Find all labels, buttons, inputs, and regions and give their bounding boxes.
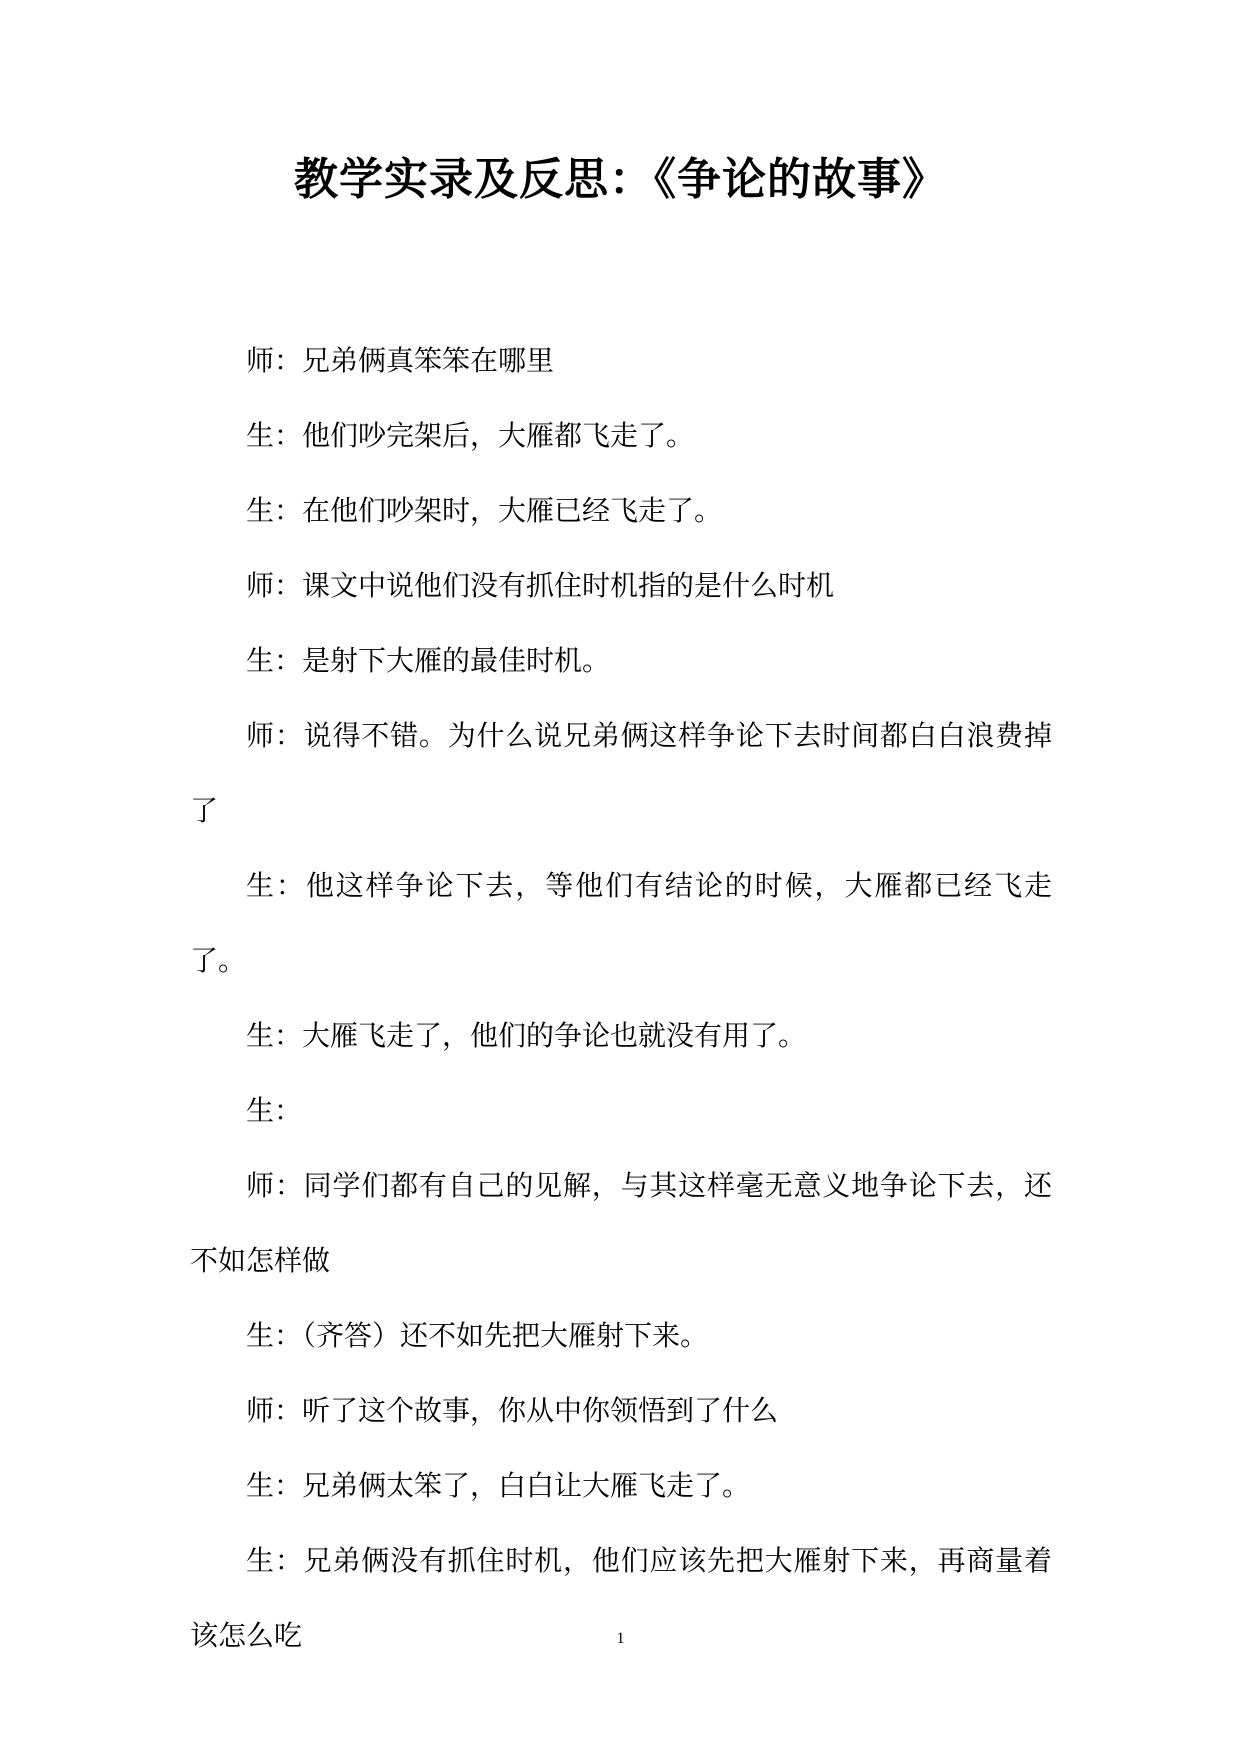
paragraph: 生：他这样争论下去，等他们有结论的时候，大雁都已经飞走了。 <box>190 869 1052 977</box>
paragraph: 生：兄弟俩没有抓住时机，他们应该先把大雁射下来，再商量着该怎么吃 <box>190 1544 1052 1652</box>
document-title: 教学实录及反思：《争论的故事》 <box>294 154 947 205</box>
document-body <box>190 323 1052 1673</box>
paragraph: 生：（齐答）还不如先把大雁射下来。 <box>246 1319 709 1352</box>
paragraph: 师：兄弟俩真笨笨在哪里 <box>246 344 555 377</box>
paragraph: 师：说得不错。为什么说兄弟俩这样争论下去时间都白白浪费掉了 <box>190 719 1052 827</box>
paragraph: 生：大雁飞走了，他们的争论也就没有用了。 <box>246 1019 807 1052</box>
paragraph: 生：兄弟俩太笨了，白白让大雁飞走了。 <box>246 1469 751 1502</box>
paragraph: 生：在他们吵架时，大雁已经飞走了。 <box>246 494 723 527</box>
paragraph: 师：课文中说他们没有抓住时机指的是什么时机 <box>246 569 835 602</box>
paragraph: 生：是射下大雁的最佳时机。 <box>246 644 611 677</box>
paragraph: 生：他们吵完架后，大雁都飞走了。 <box>246 419 695 452</box>
page-number: 1 <box>616 1630 625 1647</box>
paragraph: 生： <box>246 1094 303 1127</box>
paragraph: 师：同学们都有自己的见解，与其这样毫无意义地争论下去，还不如怎样做 <box>190 1169 1052 1277</box>
paragraph: 师：听了这个故事，你从中你领悟到了什么 <box>246 1394 779 1427</box>
